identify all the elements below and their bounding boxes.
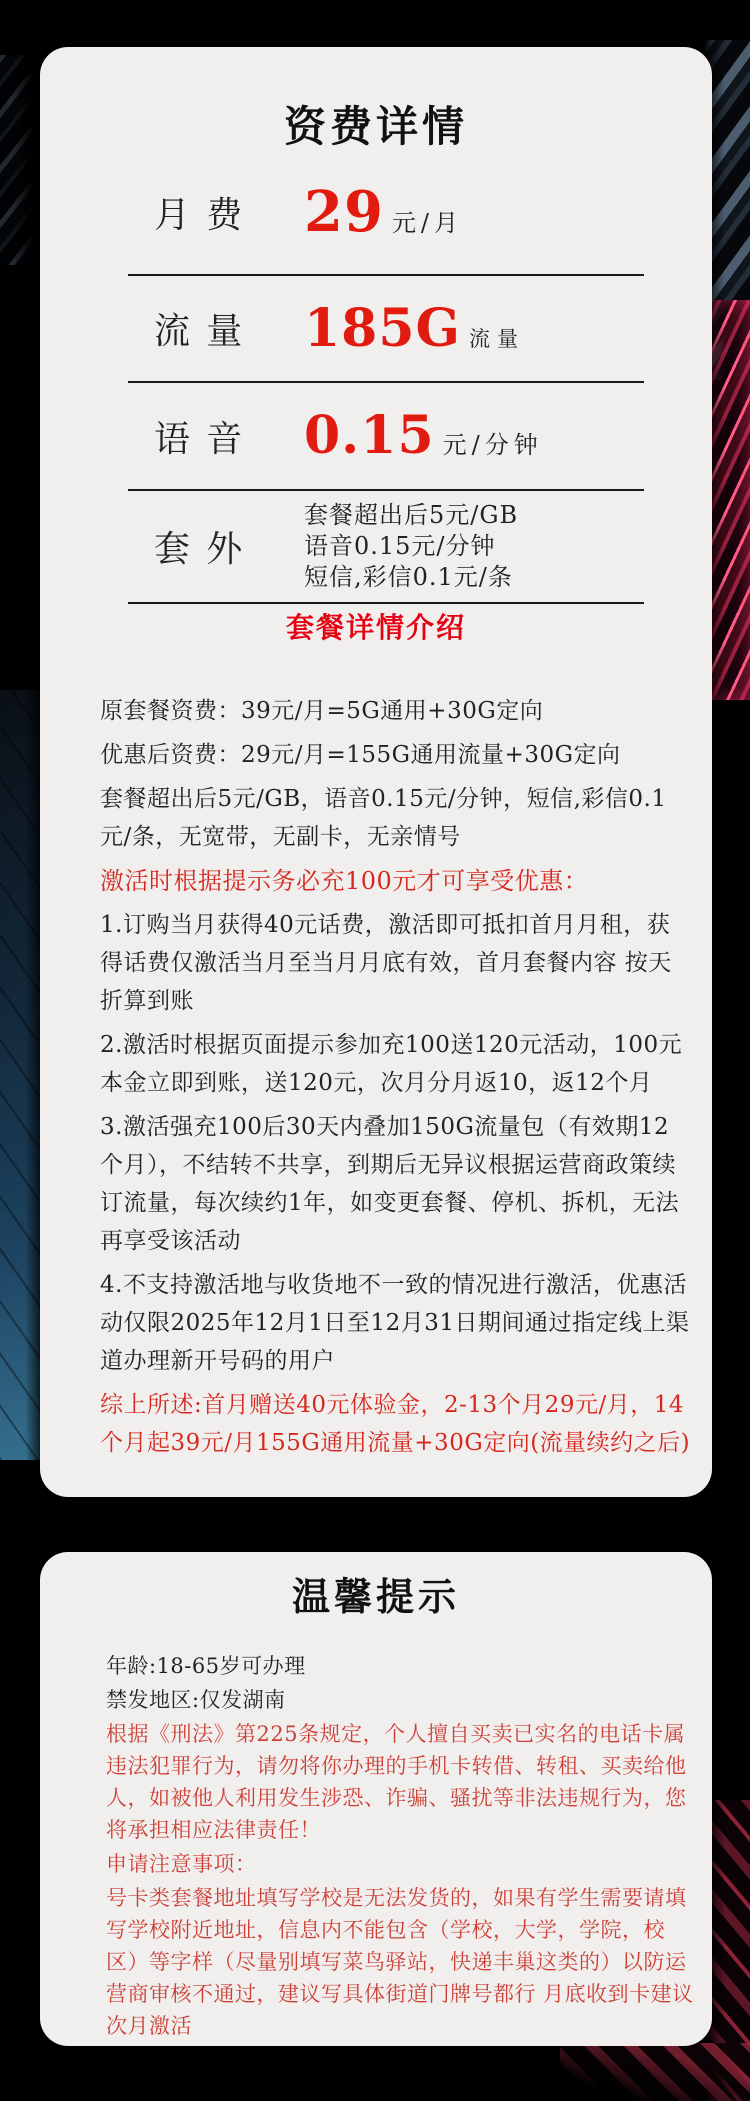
monthly-fee-label: 月费	[154, 194, 259, 236]
plan-intro-title: 套餐详情介绍	[285, 611, 466, 644]
monthly-fee-amount: 29	[304, 179, 384, 245]
tips-lines	[106, 1650, 694, 2042]
tariff-card	[40, 47, 712, 1497]
bg-texture-top-left	[0, 55, 34, 265]
region-limit-line: 禁发地区:仅发湖南	[106, 1688, 286, 1712]
apply-notes-title: 申请注意事项：	[106, 1852, 257, 1876]
tariff-card-title: 资费详情	[283, 102, 468, 151]
price-row-voice	[128, 383, 644, 491]
price-row-data	[128, 276, 644, 383]
plan-paragraph: 原套餐资费：39元/月=5G通用+30G定向	[100, 698, 544, 724]
overage-line: 语音0.15元/分钟	[304, 532, 496, 560]
price-row-monthly-fee	[128, 150, 644, 276]
voice-amount: 0.15	[304, 405, 435, 466]
plan-intro-paragraphs	[100, 692, 692, 1462]
voice-value	[278, 405, 543, 466]
overage-line: 短信,彩信0.1元/条	[304, 563, 513, 591]
voice-unit: 元/分钟	[442, 431, 543, 459]
monthly-fee-value	[278, 179, 464, 245]
overage-line: 套餐超出后5元/GB	[304, 501, 519, 529]
legal-warning: 根据《刑法》第225条规定，个人擅自买卖已实名的电话卡属违法犯罪行为，请勿将你办理的手机卡转借、转租、买卖给他人，如被他人利用发生涉恐、诈骗、骚扰等非法违规行为，您将承担相应法律责任！	[106, 1722, 687, 1842]
price-table	[128, 150, 644, 604]
monthly-fee-unit: 元/月	[391, 209, 464, 237]
price-row-overage	[128, 491, 644, 604]
recharge-notice: 激活时根据提示务必充100元才可享受优惠：	[100, 867, 589, 895]
overage-lines	[278, 500, 518, 593]
address-notes: 号卡类套餐地址填写学校是无法发货的，如果有学生需要请填写学校附近地址，信息内不能包含（学校，大学，学院，校区）等字样（尽量别填写菜鸟驿站，快递丰巢这类的）以防运营商审核不通过，建议写具体街道门牌号都行 月底收到卡建议次月激活	[106, 1886, 694, 2038]
overage-label: 套外	[154, 529, 259, 570]
plan-summary: 综上所述:首月赠送40元体验金，2-13个月29元/月，14个月起39元/月155G通用流量+30G定向(流量续约之后)	[100, 1392, 691, 1456]
data-label: 流量	[154, 311, 259, 352]
data-unit: 流量	[468, 326, 525, 351]
tips-card-title: 温馨提示	[291, 1574, 460, 1619]
plan-paragraph: 1.订购当月获得40元话费，激活即可抵扣首月月租，获得话费仅激活当月至当月月底有效，首月套餐内容 按天折算到账	[100, 912, 672, 1014]
plan-paragraph: 3.激活强充100后30天内叠加150G流量包（有效期12个月），不结转不共享，到期后无异议根据运营商政策续订流量，每次续约1年，如变更套餐、停机、拆机，无法再享受该活动	[100, 1114, 680, 1254]
voice-label: 语音	[154, 418, 259, 460]
plan-paragraph: 4.不支持激活地与收货地不一致的情况进行激活，优惠活动仅限2025年12月1日至12月31日期间通过指定线上渠道办理新开号码的用户	[100, 1272, 690, 1374]
tips-card	[40, 1552, 712, 2046]
plan-paragraph: 2.激活时根据页面提示参加充100送120元活动，100元本金立即到账，送120元，次月分月返10，返12个月	[100, 1032, 683, 1096]
bg-texture-bottom-corner	[560, 2043, 750, 2101]
data-value	[278, 297, 525, 359]
data-amount: 185G	[304, 297, 461, 359]
plan-paragraph: 套餐超出后5元/GB，语音0.15元/分钟，短信,彩信0.1元/条，无宽带，无副卡，无亲情号	[100, 786, 667, 850]
plan-paragraph: 优惠后资费：29元/月=155G通用流量+30G定向	[100, 742, 621, 768]
age-limit-line: 年龄:18-65岁可办理	[106, 1654, 306, 1678]
